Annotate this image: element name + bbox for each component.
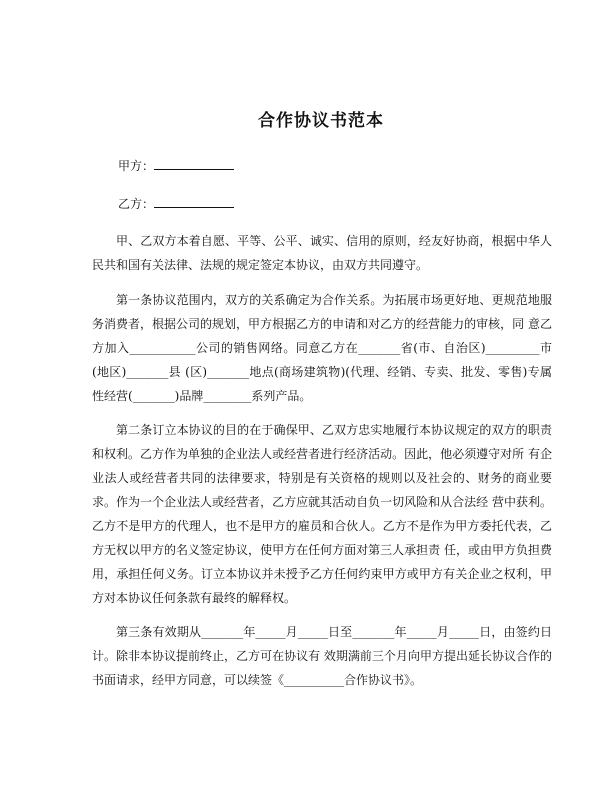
document-title: 合作协议书范本 bbox=[258, 111, 384, 131]
party-a-blank bbox=[154, 157, 234, 170]
article-1-paragraph: 第一条协议范围内，双方的关系确定为合作关系。为拓展市场更好地、更规范地服务消费者，根据公司的规划，甲方根据乙方的申请和对乙方的经营能力的审核，同 意乙方加入___________公司的销售网络。同意乙方在_______省(市、自治区)_________市(地区)_______县 (区)_______地点(商场建筑物)(代理、经销、专卖、批发、零售)专属性经营(_______)品牌________系列产品。 bbox=[92, 293, 552, 403]
party-a-label: 甲方： bbox=[118, 159, 155, 173]
party-b-line bbox=[118, 195, 234, 212]
preamble-paragraph: 甲、乙双方本着自愿、平等、公平、诚实、信用的原则，经友好协商，根据中华人民共和国有关法律、法规的规定签定本协议，由双方共同遵守。 bbox=[92, 234, 552, 272]
party-a-line bbox=[118, 157, 234, 174]
article-2-paragraph: 第二条订立本协议的目的在于确保甲、乙双方忠实地履行本协议规定的双方的职责和权利。乙方作为单独的企业法人或经营者进行经济活动。因此，他必须遵守对所 有企业法人或经营者共同的法律要求，特别是有关资格的规则以及社会的、财务的商业要求。作为一个企业法人或经营者，乙方应就其活动自负一切风险和从合法经 营中获利。乙方不是甲方的代理人，也不是甲方的雇员和合伙人。乙方不是作为甲方委托代表，乙方无权以甲方的名义签定协议，使甲方在任何方面对第三人承担责 任，或由甲方负担费用，承担任何义务。订立本协议并未授予乙方任何约束甲方或甲方有关企业之权利，甲方对本协议任何条款有最终的解释权。 bbox=[92, 423, 552, 605]
article-3-paragraph: 第三条有效期从_______年_____月_____日至_______年_____月_____日，由签约日计。除非本协议提前终止，乙方可在协议有 效期满前三个月向甲方提出延长协议合作的书面请求，经甲方同意，可以续签《__________合作协议书》。 bbox=[92, 625, 552, 687]
party-b-label: 乙方： bbox=[118, 197, 155, 211]
party-b-blank bbox=[154, 195, 234, 208]
